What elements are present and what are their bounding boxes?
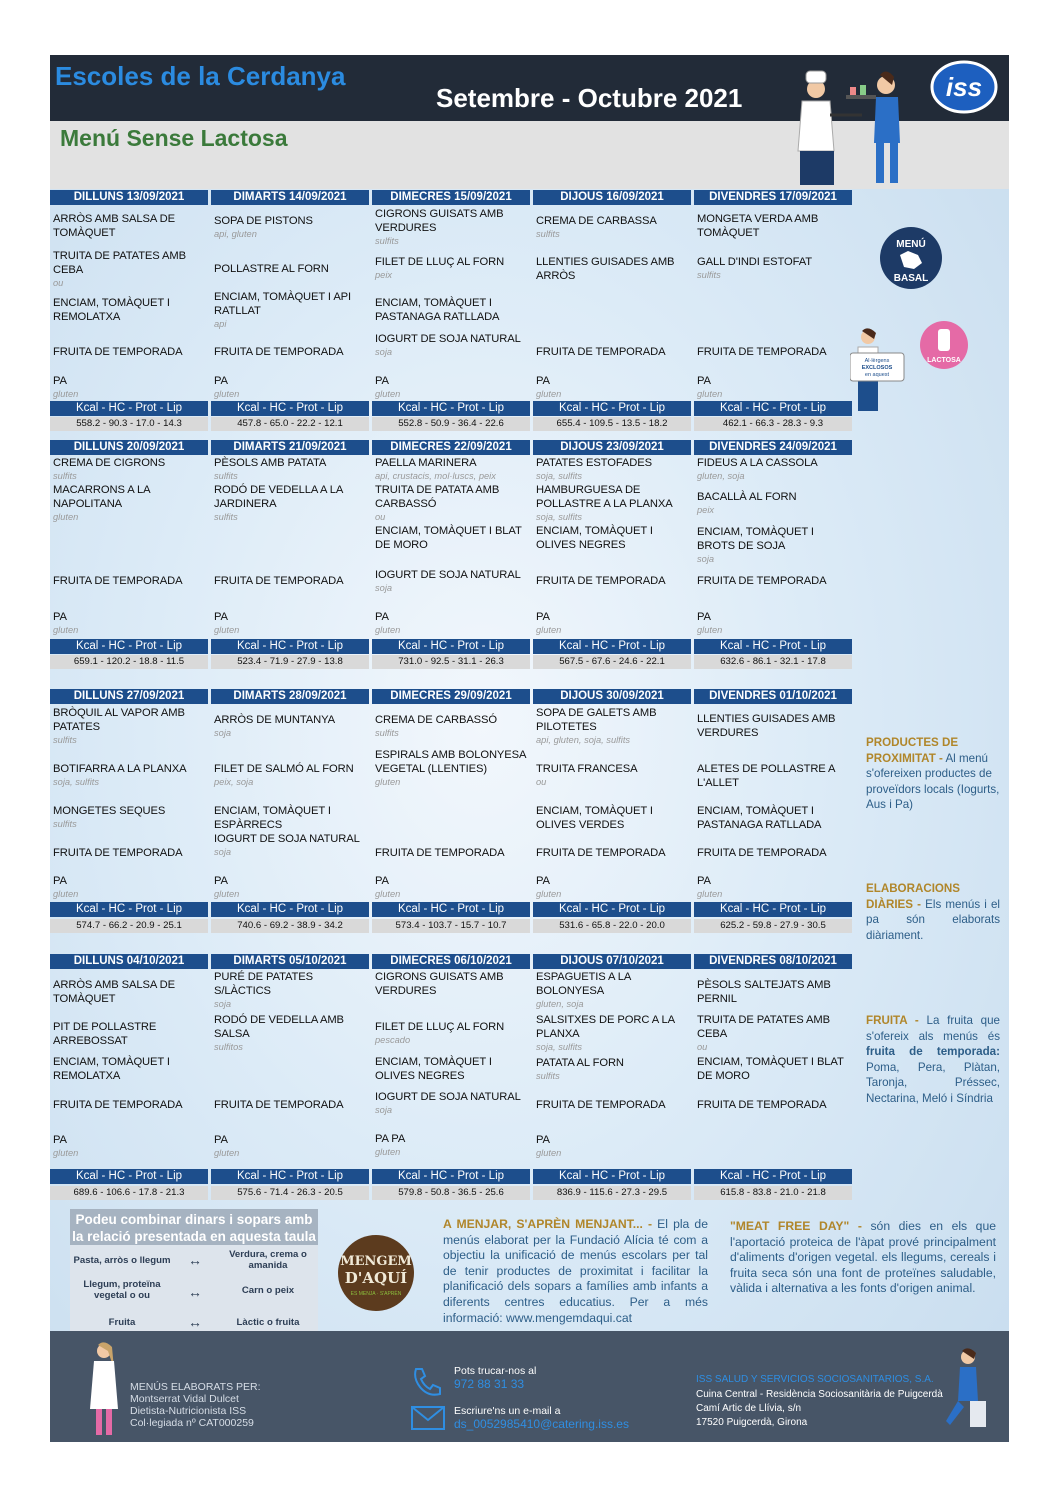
double-arrow-icon: ↔ bbox=[188, 1252, 202, 1268]
allergen-info: peix bbox=[375, 270, 393, 280]
second-course: POLLASTRE AL FORN bbox=[214, 263, 329, 275]
second-course: ESPIRALS AMB BOLONYESA VEGETAL (LLENTIES) bbox=[375, 749, 526, 775]
side-course: ENCIAM, TOMÀQUET I PASTANAGA RATLLADA bbox=[697, 805, 822, 831]
bread: PA bbox=[375, 611, 389, 623]
menu-type-title: Menú Sense Lactosa bbox=[60, 125, 288, 151]
bread: PA bbox=[214, 611, 228, 623]
side-course: ENCIAM, TOMÀQUET I BLAT DE MORO bbox=[697, 1056, 844, 1082]
allergen-info: gluten bbox=[536, 1148, 562, 1158]
dessert: IOGURT DE SOJA NATURAL bbox=[375, 1091, 521, 1103]
day-header: DIMARTS 14/09/2021 bbox=[211, 190, 369, 205]
bread: PA PA bbox=[375, 1133, 406, 1145]
allergen-info: gluten bbox=[214, 1148, 240, 1158]
seated-woman-illustration bbox=[938, 1345, 988, 1437]
day-column bbox=[694, 190, 852, 429]
second-course: BACALLÀ AL FORN bbox=[697, 491, 797, 503]
day-column bbox=[533, 954, 691, 1198]
kcal-values: 836.9 - 115.6 - 27.3 - 29.5 bbox=[533, 1186, 691, 1200]
first-course: BRÒQUIL AL VAPOR AMB PATATES bbox=[53, 707, 185, 733]
kcal-header: Kcal - HC - Prot - Lip bbox=[50, 1169, 208, 1184]
dessert: FRUITA DE TEMPORADA bbox=[697, 575, 827, 587]
day-header: DIMECRES 15/09/2021 bbox=[372, 190, 530, 205]
call-label: Pots trucar-nos al bbox=[454, 1365, 537, 1377]
chef-waitress-illustration bbox=[788, 65, 918, 189]
kcal-header: Kcal - HC - Prot - Lip bbox=[372, 639, 530, 654]
bread: PA bbox=[53, 875, 67, 887]
fruit-season-label: fruita de temporada: bbox=[866, 1045, 1000, 1058]
kcal-values: 574.7 - 66.2 - 20.9 - 25.1 bbox=[50, 919, 208, 933]
day-column bbox=[533, 190, 691, 429]
dessert: FRUITA DE TEMPORADA bbox=[697, 346, 827, 358]
combo-left: Fruita bbox=[108, 1317, 136, 1328]
kcal-values: 523.4 - 71.9 - 27.9 - 13.8 bbox=[211, 655, 369, 669]
svg-text:EXCLOSOS: EXCLOSOS bbox=[861, 365, 893, 371]
day-header: DILLUNS 04/10/2021 bbox=[50, 954, 208, 969]
kitchen-name: Cuina Central - Residència Sociosanitària de Puigcerdà bbox=[696, 1389, 943, 1400]
allergen-info: gluten bbox=[536, 389, 562, 399]
day-column bbox=[694, 440, 852, 667]
allergen-info: peix, soja bbox=[214, 777, 254, 787]
dessert: FRUITA DE TEMPORADA bbox=[697, 847, 827, 859]
kcal-values: 579.8 - 50.8 - 36.5 - 25.6 bbox=[372, 1186, 530, 1200]
bread: PA bbox=[53, 375, 67, 387]
company-name: ISS SALUD Y SERVICIOS SOCIOSANITARIOS, S.A. bbox=[696, 1374, 934, 1385]
first-course: CIGRONS GUISATS AMB VERDURES bbox=[375, 208, 504, 234]
second-course: TRUITA FRANCESA bbox=[536, 763, 638, 775]
second-course: FILET DE LLUÇ AL FORN bbox=[375, 1021, 505, 1033]
first-course: CREMA DE CARBASSA bbox=[536, 215, 657, 227]
city-line: 17520 Puigcerdà, Girona bbox=[696, 1417, 808, 1428]
allergen-info: api, gluten bbox=[214, 229, 257, 239]
dessert: IOGURT DE SOJA NATURAL bbox=[375, 333, 521, 345]
allergen-info: pescado bbox=[375, 1035, 411, 1045]
lactose-badge bbox=[918, 319, 970, 371]
kcal-header: Kcal - HC - Prot - Lip bbox=[50, 639, 208, 654]
kcal-header: Kcal - HC - Prot - Lip bbox=[211, 1169, 369, 1184]
second-course: TRUITA DE PATATA AMB CARBASSÓ bbox=[375, 484, 500, 510]
allergen-info: sulfits bbox=[53, 471, 77, 481]
day-column bbox=[372, 440, 530, 667]
allergen-info: gluten bbox=[536, 625, 562, 635]
allergen-info: sulfits bbox=[214, 512, 238, 522]
day-header: DIMECRES 29/09/2021 bbox=[372, 689, 530, 704]
dessert: FRUITA DE TEMPORADA bbox=[536, 847, 666, 859]
day-header: DIVENDRES 17/09/2021 bbox=[694, 190, 852, 205]
side-course: ENCIAM, TOMÀQUET I API RATLLAT bbox=[214, 291, 352, 317]
svg-text:MENÚ: MENÚ bbox=[896, 239, 926, 250]
allergen-info: gluten, soja bbox=[697, 471, 745, 481]
first-course: MONGETA VERDA AMB TOMÀQUET bbox=[697, 213, 819, 239]
dessert: FRUITA DE TEMPORADA bbox=[214, 346, 344, 358]
side-course: ENCIAM, TOMÀQUET I OLIVES VERDES bbox=[536, 805, 653, 831]
allergen-info: soja, sulfits bbox=[536, 471, 582, 481]
combination-title: Podeu combinar dinars i sopars amb la relació presentada en aquesta taula bbox=[70, 1209, 318, 1245]
svg-text:iss: iss bbox=[945, 72, 983, 102]
first-course: SOPA DE PISTONS bbox=[214, 215, 313, 227]
day-header: DIVENDRES 24/09/2021 bbox=[694, 440, 852, 455]
kcal-header: Kcal - HC - Prot - Lip bbox=[50, 401, 208, 416]
day-column bbox=[533, 689, 691, 931]
allergen-info: gluten bbox=[697, 625, 723, 635]
phone-icon bbox=[410, 1365, 444, 1399]
bread: PA bbox=[214, 1134, 228, 1146]
day-header: DIMECRES 22/09/2021 bbox=[372, 440, 530, 455]
day-header: DILLUNS 20/09/2021 bbox=[50, 440, 208, 455]
daily-elaboration-note bbox=[866, 881, 1000, 943]
kcal-header: Kcal - HC - Prot - Lip bbox=[694, 1169, 852, 1184]
kcal-values: 575.6 - 71.4 - 26.3 - 20.5 bbox=[211, 1186, 369, 1200]
side-course: MONGETES SEQUES bbox=[53, 805, 166, 817]
first-course: ESPAGUETIS A LA BOLONYESA bbox=[536, 971, 631, 997]
mengem-line1: MENGEM bbox=[340, 1254, 412, 1269]
day-header: DIJOUS 07/10/2021 bbox=[533, 954, 691, 969]
allergen-info: gluten bbox=[53, 889, 79, 899]
svg-text:en aquest: en aquest bbox=[864, 372, 890, 378]
allergen-info: ou bbox=[53, 278, 64, 288]
first-course: CREMA DE CIGRONS bbox=[53, 457, 166, 469]
dessert: IOGURT DE SOJA NATURAL bbox=[214, 833, 360, 845]
bread: PA bbox=[697, 375, 711, 387]
allergen-info: gluten bbox=[375, 625, 401, 635]
allergen-info: gluten bbox=[53, 625, 79, 635]
bread: PA bbox=[53, 1134, 67, 1146]
allergen-info: api, gluten, soja, sulfits bbox=[536, 735, 631, 745]
kcal-values: 615.8 - 83.8 - 21.0 - 21.8 bbox=[694, 1186, 852, 1200]
kcal-header: Kcal - HC - Prot - Lip bbox=[533, 639, 691, 654]
dessert: FRUITA DE TEMPORADA bbox=[697, 1099, 827, 1111]
allergen-info: gluten bbox=[375, 389, 401, 399]
kcal-header: Kcal - HC - Prot - Lip bbox=[50, 902, 208, 917]
dessert: FRUITA DE TEMPORADA bbox=[375, 847, 505, 859]
kcal-header: Kcal - HC - Prot - Lip bbox=[533, 902, 691, 917]
bread: PA bbox=[214, 875, 228, 887]
allergen-info: soja bbox=[214, 999, 232, 1009]
side-course: ENCIAM, TOMÀQUET I BLAT DE MORO bbox=[375, 525, 522, 551]
combo-right: Verdura, crema o amanida bbox=[229, 1249, 307, 1271]
combination-table bbox=[70, 1209, 318, 1331]
day-column bbox=[50, 689, 208, 931]
address-line: Camí Artic de Llívia, s/n bbox=[696, 1403, 802, 1414]
second-course: TRUITA DE PATATES AMB CEBA bbox=[697, 1014, 830, 1040]
dessert: FRUITA DE TEMPORADA bbox=[536, 346, 666, 358]
dietitian-college: Col·legiada nº CAT000259 bbox=[130, 1417, 254, 1429]
day-header: DIJOUS 23/09/2021 bbox=[533, 440, 691, 455]
dessert: IOGURT DE SOJA NATURAL bbox=[375, 569, 521, 581]
allergen-info: ou bbox=[536, 777, 547, 787]
allergen-info: sulfits bbox=[53, 735, 77, 745]
day-column bbox=[50, 954, 208, 1198]
side-course: PATATA AL FORN bbox=[536, 1057, 624, 1069]
allergen-info: soja bbox=[214, 847, 232, 857]
first-course: FIDEUS A LA CASSOLA bbox=[697, 457, 818, 469]
meat-free-day-text bbox=[730, 1219, 996, 1297]
kcal-header: Kcal - HC - Prot - Lip bbox=[694, 401, 852, 416]
day-column bbox=[211, 190, 369, 429]
allergen-info: gluten, soja bbox=[536, 999, 584, 1009]
first-course: PAELLA MARINERA bbox=[375, 457, 477, 469]
text2-title: "MEAT FREE DAY" - bbox=[730, 1219, 862, 1233]
day-header: DILLUNS 13/09/2021 bbox=[50, 190, 208, 205]
menu-basal-badge bbox=[878, 225, 944, 291]
day-header: DIVENDRES 08/10/2021 bbox=[694, 954, 852, 969]
first-course: SOPA DE GALETS AMB PILOTETES bbox=[536, 707, 657, 733]
allergen-info: gluten bbox=[53, 512, 79, 522]
double-arrow-icon: ↔ bbox=[188, 1284, 202, 1300]
kcal-values: 462.1 - 66.3 - 28.3 - 9.3 bbox=[694, 417, 852, 431]
fruit-list: Poma, Pera, Plàtan, Taronja, Préssec, Nectarina, Meló i Síndria bbox=[866, 1060, 1000, 1105]
mengem-daqui-logo bbox=[336, 1233, 416, 1313]
dietitian-name: Montserrat Vidal Dulcet bbox=[130, 1393, 239, 1405]
combo-right: Carn o peix bbox=[241, 1285, 295, 1296]
kcal-header: Kcal - HC - Prot - Lip bbox=[372, 902, 530, 917]
allergen-info: gluten bbox=[536, 889, 562, 899]
svg-text:BASAL: BASAL bbox=[893, 273, 929, 284]
second-course: RODÓ DE VEDELLA A LA JARDINERA bbox=[214, 484, 343, 510]
first-course: CREMA DE CARBASSÓ bbox=[375, 714, 498, 726]
kcal-values: 740.6 - 69.2 - 38.9 - 34.2 bbox=[211, 919, 369, 933]
side-course: ENCIAM, TOMÀQUET I BROTS DE SOJA bbox=[697, 526, 814, 552]
dessert: FRUITA DE TEMPORADA bbox=[53, 575, 183, 587]
allergen-info: sulfits bbox=[375, 728, 399, 738]
day-header: DIMARTS 28/09/2021 bbox=[211, 689, 369, 704]
day-column bbox=[694, 689, 852, 931]
bread: PA bbox=[536, 375, 550, 387]
side-course: ENCIAM, TOMÀQUET I OLIVES NEGRES bbox=[536, 525, 653, 551]
second-course: PIT DE POLLASTRE ARREBOSSAT bbox=[53, 1021, 157, 1047]
allergen-info: sulfits bbox=[536, 1071, 560, 1081]
bread: PA bbox=[375, 375, 389, 387]
dietitian-illustration bbox=[84, 1339, 124, 1437]
day-column bbox=[211, 440, 369, 667]
kcal-header: Kcal - HC - Prot - Lip bbox=[694, 639, 852, 654]
allergen-info: gluten bbox=[697, 389, 723, 399]
second-course: RODÓ DE VEDELLA AMB SALSA bbox=[214, 1014, 344, 1040]
day-column bbox=[50, 190, 208, 429]
dessert: FRUITA DE TEMPORADA bbox=[53, 847, 183, 859]
dessert: FRUITA DE TEMPORADA bbox=[53, 1099, 183, 1111]
second-course: HAMBURGUESA DE POLLASTRE A LA PLANXA bbox=[536, 484, 673, 510]
day-column bbox=[372, 954, 530, 1198]
day-column bbox=[372, 190, 530, 429]
day-column bbox=[533, 440, 691, 667]
first-course: ARRÒS AMB SALSA DE TOMÀQUET bbox=[53, 213, 175, 239]
allergen-info: soja bbox=[375, 583, 393, 593]
allergen-info: soja bbox=[375, 1105, 393, 1115]
mail-icon bbox=[410, 1405, 446, 1431]
elaboration-title: ELABORACIONS DIÀRIES - bbox=[866, 882, 961, 911]
bread: PA bbox=[536, 611, 550, 623]
first-course: ARRÒS DE MUNTANYA bbox=[214, 714, 335, 726]
email-address[interactable]: ds_0052985410@catering.iss.es bbox=[454, 1417, 629, 1431]
second-course: LLENTIES GUISADES AMB ARRÒS bbox=[536, 256, 675, 282]
double-arrow-icon: ↔ bbox=[188, 1314, 202, 1330]
combo-right: Làctic o fruita bbox=[236, 1317, 300, 1328]
day-header: DIJOUS 30/09/2021 bbox=[533, 689, 691, 704]
bread: PA bbox=[536, 1134, 550, 1146]
allergen-info: soja bbox=[375, 347, 393, 357]
fruit-note bbox=[866, 1013, 1000, 1106]
kcal-header: Kcal - HC - Prot - Lip bbox=[694, 902, 852, 917]
day-column bbox=[372, 689, 530, 931]
second-course: TRUITA DE PATATES AMB CEBA bbox=[53, 250, 186, 276]
allergen-info: gluten bbox=[375, 1147, 401, 1157]
allergen-info: soja bbox=[214, 728, 232, 738]
allergen-info: sulfitos bbox=[214, 1042, 243, 1052]
second-course: ALETES DE POLLASTRE A L'ALLET bbox=[697, 763, 835, 789]
fruit-title: FRUITA - bbox=[866, 1014, 919, 1027]
kcal-header: Kcal - HC - Prot - Lip bbox=[211, 401, 369, 416]
side-course: ENCIAM, TOMÀQUET I ESPÀRRECS bbox=[214, 805, 331, 831]
first-course: ARRÒS AMB SALSA DE TOMÀQUET bbox=[53, 979, 175, 1005]
dietitian-role: Dietista-Nutricionista ISS bbox=[130, 1405, 247, 1417]
lactose-badge-label: LACTOSA bbox=[927, 357, 961, 364]
dessert: FRUITA DE TEMPORADA bbox=[536, 575, 666, 587]
made-by-label: MENÚS ELABORATS PER: bbox=[130, 1381, 261, 1393]
fruit-text: La fruita que s'ofereix als menús és bbox=[866, 1014, 1000, 1043]
day-header: DIMARTS 05/10/2021 bbox=[211, 954, 369, 969]
first-course: PURÉ DE PATATES S/LÀCTICS bbox=[214, 971, 313, 997]
day-header: DIMECRES 06/10/2021 bbox=[372, 954, 530, 969]
first-course: PÈSOLS SALTEJATS AMB PERNIL bbox=[697, 979, 831, 1005]
day-column bbox=[211, 954, 369, 1198]
allergen-info: soja, sulfits bbox=[53, 777, 99, 787]
side-course: ENCIAM, TOMÀQUET I REMOLATXA bbox=[53, 297, 170, 323]
first-course: LLENTIES GUISADES AMB VERDURES bbox=[697, 713, 836, 739]
second-course: MACARRONS A LA NAPOLITANA bbox=[53, 484, 150, 510]
allergen-info: api bbox=[214, 319, 227, 329]
allergen-info: ou bbox=[375, 512, 386, 522]
day-column bbox=[50, 440, 208, 667]
side-course: ENCIAM, TOMÀQUET I OLIVES NEGRES bbox=[375, 1056, 492, 1082]
allergen-info: gluten bbox=[53, 389, 79, 399]
allergen-info: ou bbox=[697, 1042, 708, 1052]
allergen-info: soja, sulfits bbox=[536, 1042, 582, 1052]
allergen-info: api, crustacis, mol·luscs, peix bbox=[375, 471, 496, 481]
kcal-values: 558.2 - 90.3 - 17.0 - 14.3 bbox=[50, 417, 208, 431]
second-course: FILET DE LLUÇ AL FORN bbox=[375, 256, 505, 268]
elaboration-text: Els menús i el pa són elaborats diàriament. bbox=[866, 897, 1000, 942]
text1-body: El pla de menús elaborat per la Fundació Alícia té com a objectiu la unificació de menús escolars per tal de tenir productes de proximitat i facilitar la planificació dels sopars a famílies amb infants a diferents centres educatius. Per a més informació: www.mengemdaqui.cat bbox=[443, 1217, 708, 1325]
dessert: FRUITA DE TEMPORADA bbox=[53, 346, 183, 358]
kcal-values: 632.6 - 86.1 - 32.1 - 17.8 bbox=[694, 655, 852, 669]
day-header: DIJOUS 16/09/2021 bbox=[533, 190, 691, 205]
allergen-info: sulfits bbox=[536, 229, 560, 239]
kcal-header: Kcal - HC - Prot - Lip bbox=[372, 1169, 530, 1184]
dessert: FRUITA DE TEMPORADA bbox=[214, 575, 344, 587]
day-header: DIMARTS 21/09/2021 bbox=[211, 440, 369, 455]
kcal-values: 659.1 - 120.2 - 18.8 - 11.5 bbox=[50, 655, 208, 669]
day-column bbox=[211, 689, 369, 931]
second-course: FILET DE SALMÓ AL FORN bbox=[214, 763, 354, 775]
second-course: GALL D'INDI ESTOFAT bbox=[697, 256, 813, 268]
bread: PA bbox=[53, 611, 67, 623]
side-course: ENCIAM, TOMÀQUET I REMOLATXA bbox=[53, 1056, 170, 1082]
iss-logo bbox=[930, 59, 998, 115]
kcal-header: Kcal - HC - Prot - Lip bbox=[372, 401, 530, 416]
allergen-info: peix bbox=[697, 505, 715, 515]
mengem-line2: D'AQUÍ bbox=[344, 1269, 408, 1287]
allergen-info: sulfits bbox=[53, 819, 77, 829]
proximity-note bbox=[866, 735, 1000, 813]
day-header: DIVENDRES 01/10/2021 bbox=[694, 689, 852, 704]
allergen-info: gluten bbox=[375, 777, 401, 787]
kcal-values: 655.4 - 109.5 - 13.5 - 18.2 bbox=[533, 417, 691, 431]
kcal-header: Kcal - HC - Prot - Lip bbox=[211, 639, 369, 654]
bread: PA bbox=[536, 875, 550, 887]
allergen-info: soja, sulfits bbox=[536, 512, 582, 522]
proximity-text: Al menú s'ofereixen productes de proveïdors locals (Iogurts, Aus i Pa) bbox=[866, 751, 1000, 811]
kcal-values: 457.8 - 65.0 - 22.2 - 12.1 bbox=[211, 417, 369, 431]
allergen-info: gluten bbox=[697, 889, 723, 899]
allergen-info: sulfits bbox=[214, 471, 238, 481]
allergen-info: gluten bbox=[53, 1148, 79, 1158]
text1-title: A MENJAR, S'APRÈN MENJANT... - bbox=[443, 1217, 653, 1231]
menu-page bbox=[50, 55, 1009, 1442]
allergen-info: gluten bbox=[214, 889, 240, 899]
combo-left: Pasta, arròs o llegum bbox=[73, 1255, 171, 1266]
kcal-values: 552.8 - 50.9 - 36.4 - 22.6 bbox=[372, 417, 530, 431]
bread: PA bbox=[375, 875, 389, 887]
allergen-sign-text: Al·lèrgens bbox=[864, 358, 890, 364]
kcal-header: Kcal - HC - Prot - Lip bbox=[533, 1169, 691, 1184]
kcal-values: 573.4 - 103.7 - 15.7 - 10.7 bbox=[372, 919, 530, 933]
page-title: Escoles de la Cerdanya bbox=[55, 61, 346, 91]
kcal-values: 531.6 - 65.8 - 22.0 - 20.0 bbox=[533, 919, 691, 933]
footer bbox=[50, 1331, 1009, 1442]
first-course: CIGRONS GUISATS AMB VERDURES bbox=[375, 971, 504, 997]
bread: PA bbox=[697, 875, 711, 887]
kcal-header: Kcal - HC - Prot - Lip bbox=[211, 902, 369, 917]
text2-body: són dies en els que l'aportació proteica de l'àpat prové principalment d'aliments d'origen vegetal. els llegums, cereals i fruita seca són una font de proteïnes saludable, vàlida i alternativa a les fonts d'origen animal. bbox=[730, 1219, 997, 1296]
allergen-info: gluten bbox=[214, 389, 240, 399]
lady-sign-illustration bbox=[850, 325, 910, 425]
allergen-info: soja bbox=[697, 554, 715, 564]
allergen-info: gluten bbox=[375, 889, 401, 899]
proximity-title: PRODUCTES DE PROXIMITAT - bbox=[866, 736, 959, 765]
dessert: FRUITA DE TEMPORADA bbox=[536, 1099, 666, 1111]
day-column bbox=[694, 954, 852, 1198]
fundacio-alicia-text bbox=[443, 1217, 708, 1326]
side-course: ENCIAM, TOMÀQUET I PASTANAGA RATLLADA bbox=[375, 297, 500, 323]
first-course: PATATES ESTOFADES bbox=[536, 457, 652, 469]
bread: PA bbox=[697, 611, 711, 623]
dessert: FRUITA DE TEMPORADA bbox=[214, 1099, 344, 1111]
mengem-line3: ES MENJA · S'APRÈN bbox=[350, 1291, 402, 1297]
allergen-info: sulfits bbox=[697, 270, 721, 280]
kcal-values: 625.2 - 59.8 - 27.9 - 30.5 bbox=[694, 919, 852, 933]
second-course: SALSITXES DE PORC A LA PLANXA bbox=[536, 1014, 675, 1040]
allergen-info: gluten bbox=[214, 625, 240, 635]
second-course: BOTIFARRA A LA PLANXA bbox=[53, 763, 187, 775]
bread: PA bbox=[214, 375, 228, 387]
kcal-header: Kcal - HC - Prot - Lip bbox=[533, 401, 691, 416]
mail-label: Escriure'ns un e-mail a bbox=[454, 1405, 561, 1417]
kcal-values: 689.6 - 106.6 - 17.8 - 21.3 bbox=[50, 1186, 208, 1200]
combo-left: Llegum, proteïna vegetal o ou bbox=[83, 1279, 161, 1301]
day-header: DILLUNS 27/09/2021 bbox=[50, 689, 208, 704]
allergen-info: sulfits bbox=[375, 236, 399, 246]
first-course: PÈSOLS AMB PATATA bbox=[214, 457, 327, 469]
kcal-values: 731.0 - 92.5 - 31.1 - 26.3 bbox=[372, 655, 530, 669]
period-title: Setembre - Octubre 2021 bbox=[436, 83, 743, 113]
phone-number[interactable]: 972 88 31 33 bbox=[454, 1377, 525, 1391]
kcal-values: 567.5 - 67.6 - 24.6 - 22.1 bbox=[533, 655, 691, 669]
